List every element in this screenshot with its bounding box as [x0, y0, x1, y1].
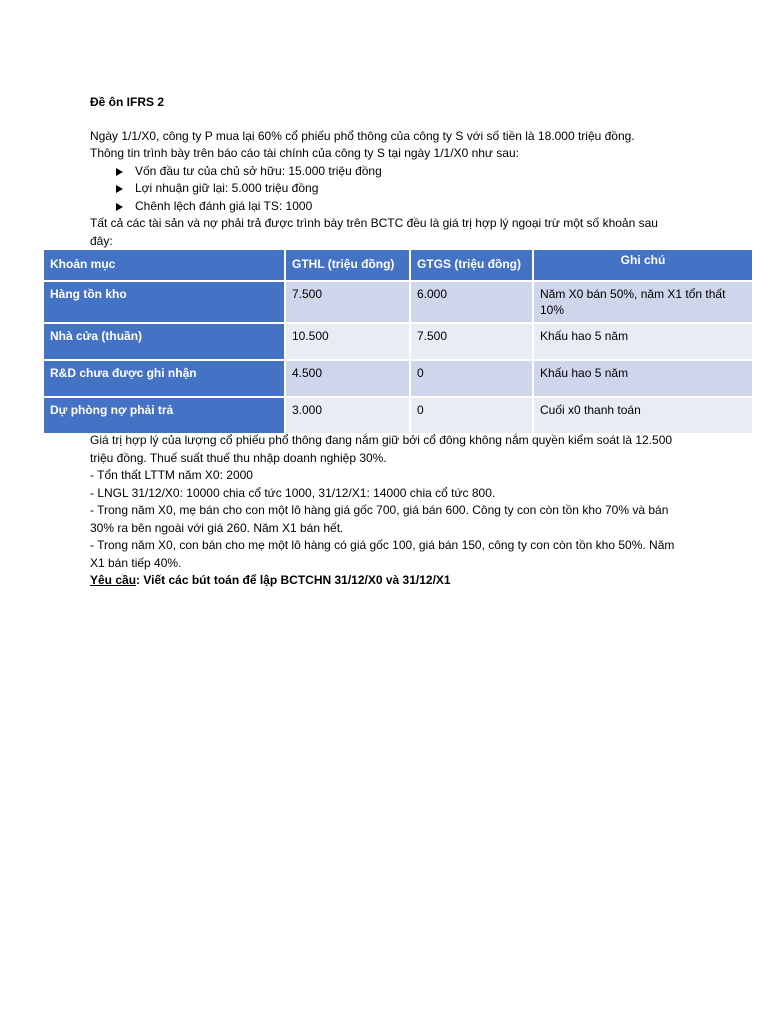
table-row [44, 324, 752, 361]
row-note: Năm X0 bán 50%, năm X1 tổn thất 10% [534, 282, 752, 324]
table-row [44, 398, 752, 435]
row-item-label: Hàng tồn kho [44, 282, 286, 324]
row-book-value: 7.500 [411, 324, 534, 361]
table-row [44, 282, 752, 324]
header-fair-value: GTHL (triệu đồng) [286, 250, 411, 282]
row-item-label: Nhà cửa (thuần) [44, 324, 286, 361]
detail-retained-earnings: - LNGL 31/12/X0: 10000 chia cổ tức 1000, 31/12/X1: 14000 chia cổ tức 800. [90, 485, 496, 500]
requirement-line [90, 572, 680, 590]
requirement-text: : Viết các bút toán để lập BCTCHN 31/12/X0 và 31/12/X1 [136, 573, 451, 587]
bullet-item-retained-earnings: Lợi nhuận giữ lại: 5.000 triệu đồng [116, 180, 680, 198]
nci-fair-value-paragraph: Giá trị hợp lý của lượng cổ phiếu phổ thông đang nắm giữ bởi cổ đông không nắm quyền kiểm soát là 12.500 triệu đồng. Thuế suất thuế thu nhập doanh nghiệp 30%. [90, 433, 673, 465]
detail-upstream-sale: - Trong năm X0, con bán cho mẹ một lô hàng có giá gốc 100, giá bán 150, công ty con còn tồn kho 50%. Năm X1 bán tiếp 40%. [90, 538, 675, 570]
fair-value-note: Tất cả các tài sản và nợ phải trả được trình bày trên BCTC đều là giá trị hợp lý ngoại trừ một số khoản sau đây: [90, 216, 658, 248]
row-note: Khấu hao 5 năm [534, 361, 752, 398]
detail-downstream-sale: - Trong năm X0, mẹ bán cho con một lô hàng giá gốc 700, giá bán 600. Công ty con còn tồn kho 70% và bán 30% ra bên ngoài với giá 260. Năm X1 bán hết. [90, 503, 669, 535]
row-fair-value: 10.500 [286, 324, 411, 361]
detail-goodwill-loss: - Tổn thất LTTM năm X0: 2000 [90, 468, 253, 482]
intro-section [90, 94, 680, 250]
row-note: Cuối x0 thanh toán [534, 398, 752, 435]
header-item: Khoản mục [44, 250, 286, 282]
bullet-item-equity: Vốn đầu tư của chủ sở hữu: 15.000 triệu đồng [116, 163, 680, 181]
intro-info-line: Thông tin trình bày trên báo cáo tài chính của công ty S tại ngày 1/1/X0 như sau: [90, 146, 519, 160]
header-book-value: GTGS (triệu đồng) [411, 250, 534, 282]
row-fair-value: 7.500 [286, 282, 411, 324]
document-title: Đề ôn IFRS 2 [90, 95, 165, 109]
row-note: Khấu hao 5 năm [534, 324, 752, 361]
row-fair-value: 3.000 [286, 398, 411, 435]
table-header-row [44, 250, 752, 282]
row-book-value: 6.000 [411, 282, 534, 324]
fair-value-table [44, 250, 752, 435]
header-note: Ghi chú [534, 250, 752, 282]
intro-paragraph: Ngày 1/1/X0, công ty P mua lại 60% cổ phiếu phổ thông của công ty S với số tiền là 18.000 triệu đồng. [90, 128, 635, 143]
bullet-item-revaluation: Chênh lệch đánh giá lại TS: 1000 [116, 198, 680, 216]
row-book-value: 0 [411, 361, 534, 398]
exercise-details [90, 432, 680, 590]
table-row [44, 361, 752, 398]
requirement-label: Yêu cầu [90, 573, 137, 587]
row-book-value: 0 [411, 398, 534, 435]
equity-bullet-list [90, 163, 680, 216]
row-fair-value: 4.500 [286, 361, 411, 398]
row-item-label: R&D chưa được ghi nhận [44, 361, 286, 398]
row-item-label: Dự phòng nợ phải trả [44, 398, 286, 435]
